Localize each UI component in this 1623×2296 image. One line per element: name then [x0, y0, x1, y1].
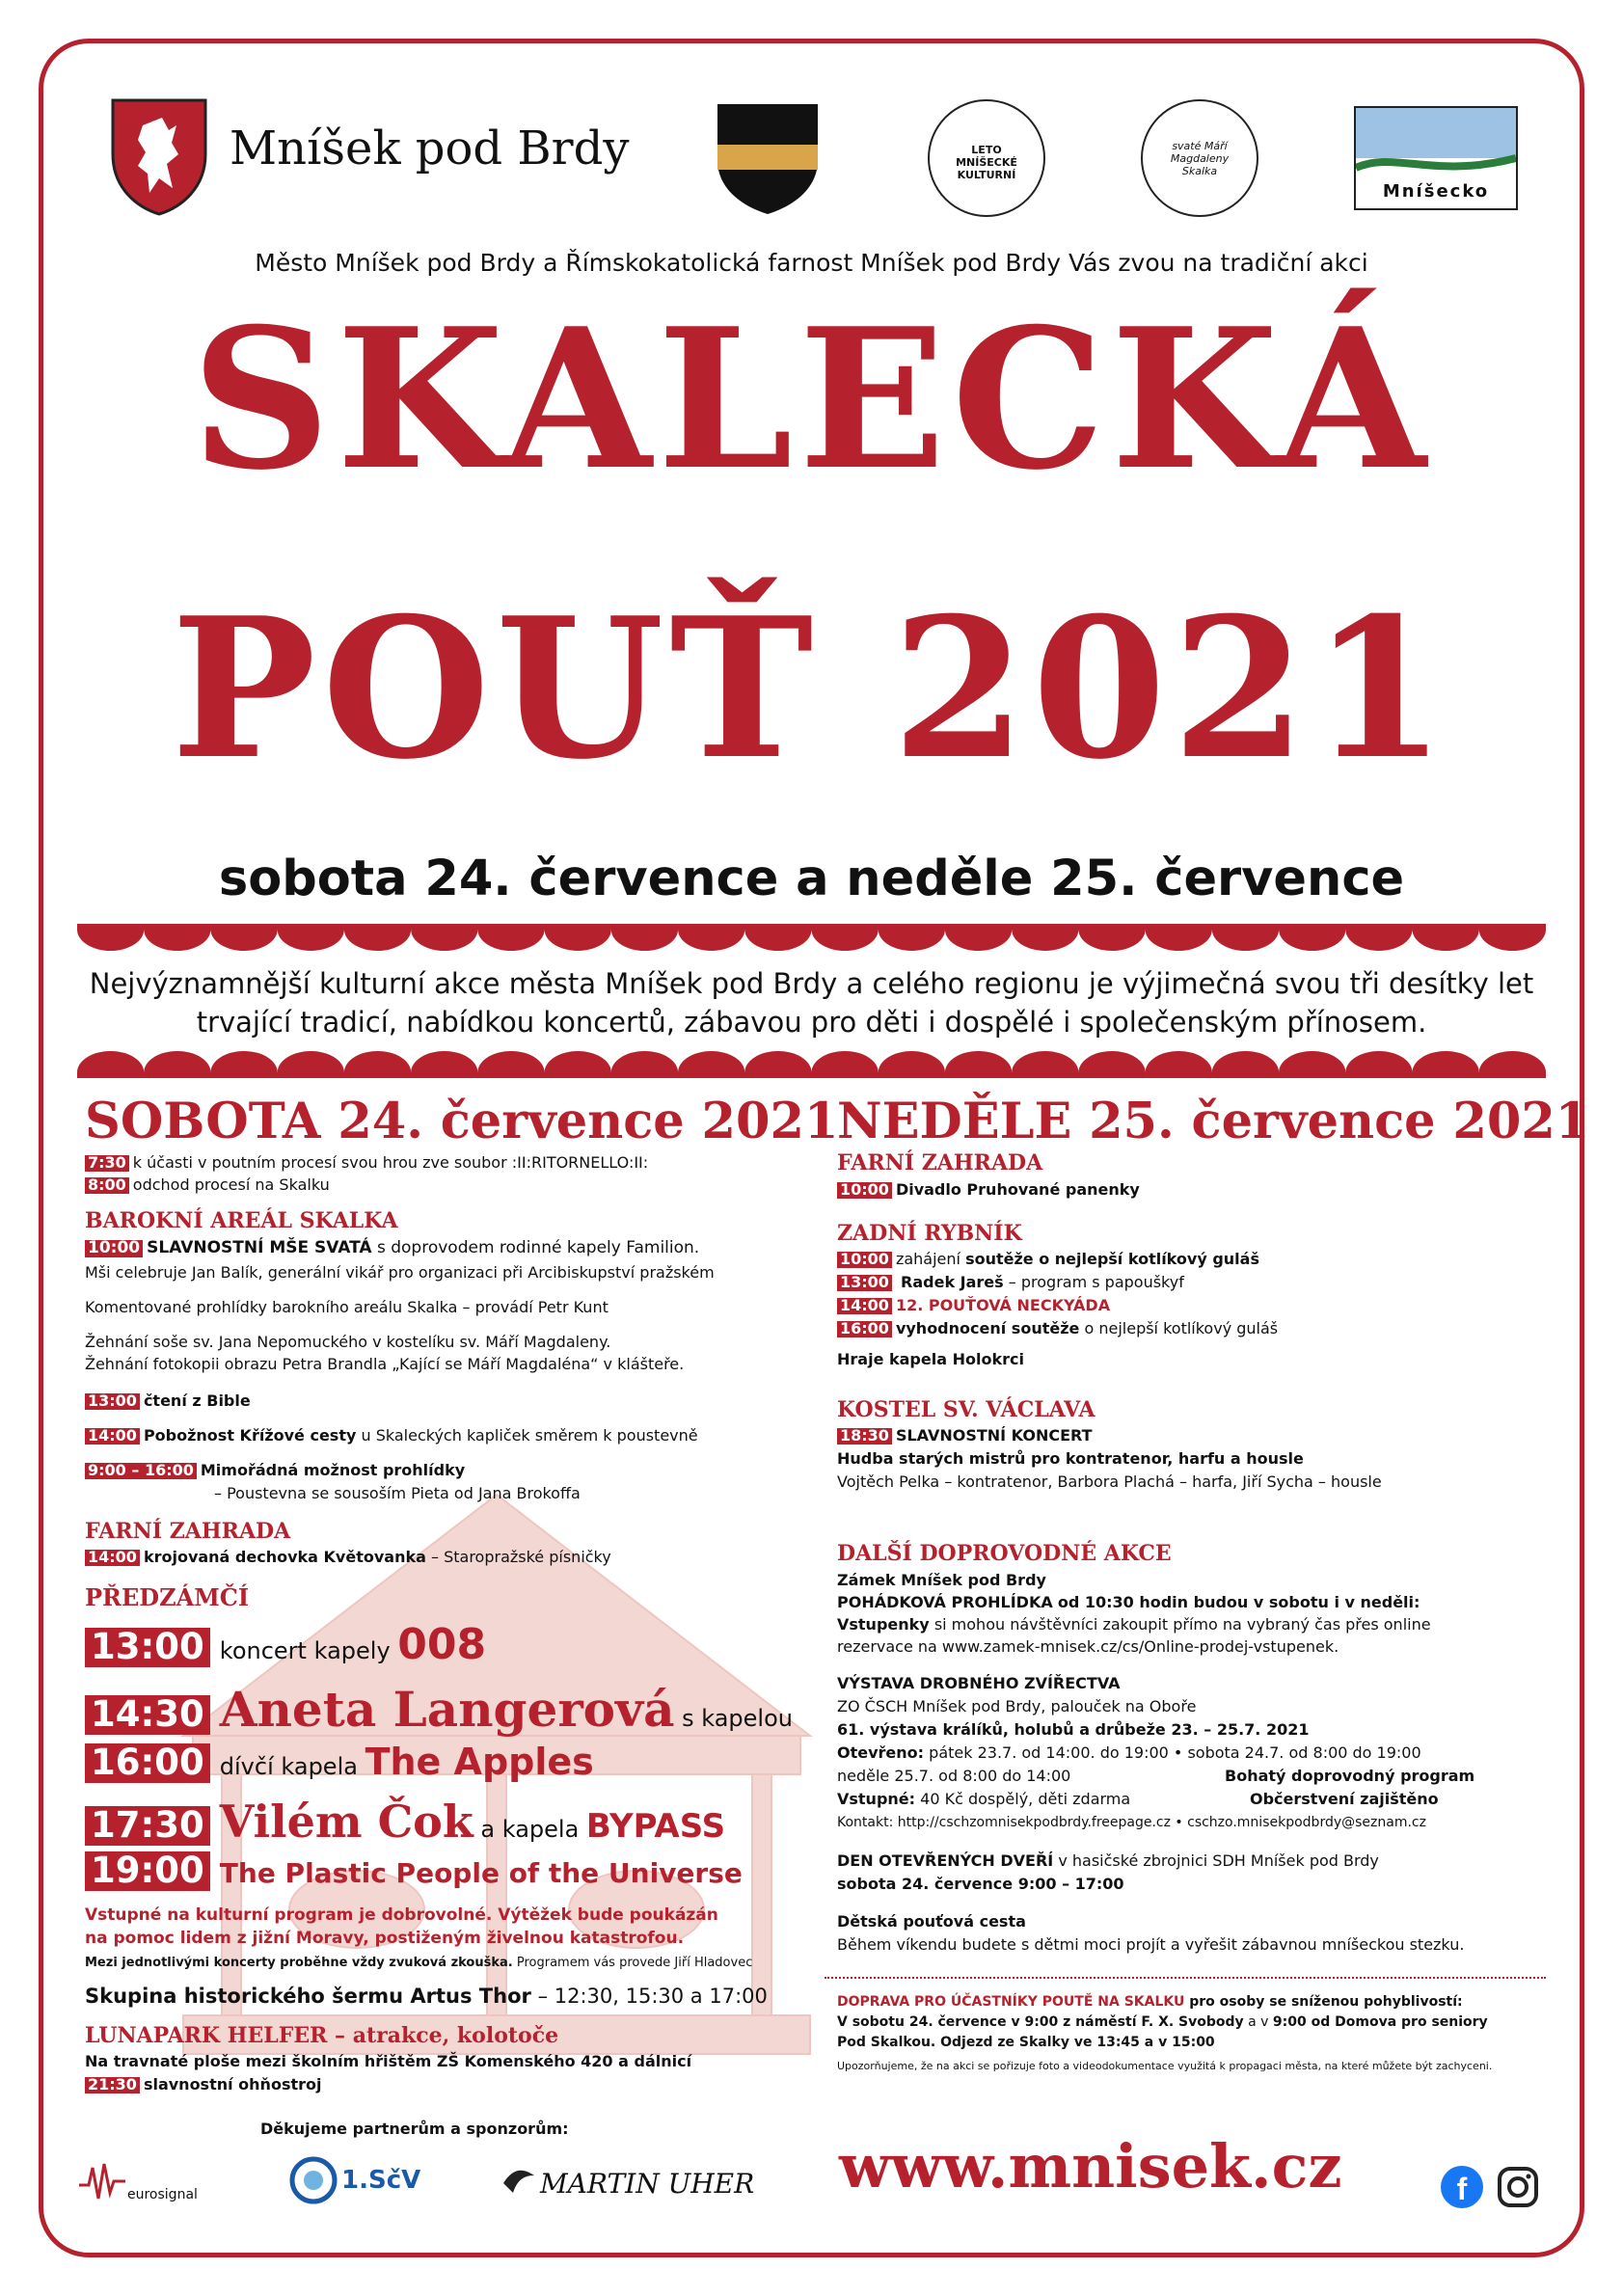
event-dates: sobota 24. července a neděle 25. července: [218, 851, 1405, 907]
scallop-arc: [545, 1051, 611, 1072]
scallop-arc: [144, 1051, 210, 1072]
expo-open-sunday: neděle 25.7. od 8:00 do 14:00: [837, 1767, 1071, 1785]
town-name: Mníšek pod Brdy: [230, 122, 630, 176]
black-gold-shield-icon: [716, 102, 820, 216]
scallop-arc: [210, 1051, 277, 1072]
concert-row-2: 14:30 Aneta Langerová s kapelou: [85, 1681, 793, 1738]
concert-row-1: 13:00 koncert kapely 008: [85, 1620, 486, 1669]
tickets-row: Vstupenky si mohou návštěvníci zakoupit přímo na vybraný čas přes online: [837, 1615, 1431, 1634]
scallop-arc: [77, 1051, 144, 1072]
tickets-url: rezervace na www.zamek-mnisek.cz/cs/Online-prodej-vstupenek.: [837, 1637, 1339, 1656]
lunapark-location: Na travnaté ploše mezi školním hřištěm ZŠ Komenského 420 a dálnicí: [85, 2052, 692, 2070]
farni-row-sun: 10:00 Divadlo Pruhované panenky: [837, 1180, 1140, 1199]
entry-note-1: Vstupné na kulturní program je dobrovolné. Výtěžek bude poukázán: [85, 1905, 718, 1925]
expo-food: Občerstvení zajištěno: [1250, 1790, 1439, 1808]
wave-icon: [1356, 150, 1516, 179]
scallop-arc: [945, 1051, 1012, 1072]
kids-path: Dětská pouťová cesta: [837, 1912, 1026, 1931]
scallop-arc: [879, 1051, 945, 1072]
open-doors: DEN OTEVŘENÝCH DVEŘÍ v hasičské zbrojnici SDH Mníšek pod Brdy: [837, 1851, 1379, 1870]
scallop-arc: [879, 930, 945, 951]
scallop-arc: [1345, 930, 1412, 951]
scallop-arc: [812, 930, 879, 951]
scallop-arc: [945, 930, 1012, 951]
saturday-heading: SOBOTA 24. července 2021: [85, 1093, 839, 1150]
kostel-heading: KOSTEL SV. VÁCLAVA: [837, 1397, 1096, 1422]
facebook-icon[interactable]: f: [1441, 2166, 1483, 2208]
kids-path-detail: Během víkendu budete s dětmi moci projít a vyřešit zábavnou mníšeckou stezku.: [837, 1935, 1465, 1954]
scallop-arc: [1345, 1051, 1412, 1072]
scallop-arc: [144, 930, 210, 951]
rybnik-row-4: 16:00 vyhodnocení soutěže o nejlepší kotlíkový guláš: [837, 1319, 1278, 1337]
mass-celebrant: Mši celebruje Jan Balík, generální vikář pro organizaci při Arcibiskupství pražském: [85, 1263, 715, 1282]
sponsor-scv: 1.SčV: [341, 2166, 421, 2195]
open-doors-date: sobota 24. července 9:00 – 17:00: [837, 1875, 1124, 1893]
rybnik-row-3: 14:00 12. POUŤOVÁ NECKYÁDA: [837, 1296, 1110, 1314]
scallop-arc: [1212, 1051, 1279, 1072]
scallop-arc: [1146, 930, 1212, 951]
scallop-arc: [744, 1051, 811, 1072]
expo-title: 61. výstava králíků, holubů a drůbeže 23. – 25.7. 2021: [837, 1720, 1310, 1739]
scallop-arc: [411, 1051, 477, 1072]
scallop-arc: [1012, 1051, 1078, 1072]
title-line1: SKALECKÁ: [191, 286, 1432, 513]
sponsor-eurosignal: eurosignal: [127, 2187, 198, 2202]
castle-name: Zámek Mníšek pod Brdy: [837, 1571, 1046, 1589]
transport-line1: V sobotu 24. července v 9:00 z náměstí F. X. Svobody a v 9:00 od Domova pro seniory: [837, 2014, 1488, 2030]
expo-contact: Kontakt: http://cschzomnisekpodbrdy.freepage.cz • cschzo.mnisekpodbrdy@seznam.cz: [837, 1815, 1426, 1830]
rybnik-row-2: 13:00 Radek Jareš – program s papouškyf: [837, 1273, 1184, 1291]
scallop-arc: [210, 930, 277, 951]
scallop-arc: [678, 1051, 744, 1072]
scallop-arc: [1479, 930, 1546, 951]
expo-open: Otevřeno: pátek 23.7. od 14:00. do 19:00 • sobota 24.7. od 8:00 do 19:00: [837, 1743, 1421, 1762]
scallop-divider-top: [77, 924, 1546, 953]
scallop-arc: [611, 1051, 678, 1072]
town-coat-of-arms-icon: [109, 96, 209, 216]
time-badge: 8:00: [85, 1177, 129, 1194]
title-line2: POUŤ 2021: [171, 576, 1452, 802]
farni-row-sat: 14:00 krojovaná dechovka Květovanka – Staropražské písničky: [85, 1548, 611, 1566]
scallop-arc: [477, 1051, 544, 1072]
procession-row-2: 8:00 odchod procesí na Skalku: [85, 1175, 330, 1194]
scallop-arc: [744, 930, 811, 951]
scallop-arc: [812, 1051, 879, 1072]
kostel-line3: Vojtěch Pelka – kontratenor, Barbora Plachá – harfa, Jiří Sycha – housle: [837, 1472, 1382, 1491]
lunapark-heading: LUNAPARK HELFER – atrakce, kolotoče: [85, 2023, 559, 2048]
scallop-arc: [344, 1051, 411, 1072]
instagram-icon[interactable]: [1497, 2166, 1539, 2208]
scallop-arc: [477, 930, 544, 951]
fireworks-row: 21:30 slavnostní ohňostroj: [85, 2075, 321, 2093]
scv-logo-icon: [289, 2156, 338, 2204]
kostel-line2: Hudba starých mistrů pro kontratenor, harfu a housle: [837, 1449, 1304, 1468]
farni-heading-sat: FARNÍ ZAHRADA: [85, 1519, 291, 1544]
expo-entry: Vstupné: 40 Kč dospělý, děti zdarma: [837, 1790, 1131, 1808]
transport-divider: [825, 1977, 1546, 1980]
sound-note: Mezi jednotlivými koncerty proběhne vždy zvuková zkouška. Programem vás provede Jiří Hladovec: [85, 1956, 753, 1970]
rybnik-heading: ZADNÍ RYBNÍK: [837, 1221, 1022, 1246]
barokni-heading: BAROKNÍ AREÁL SKALKA: [85, 1208, 398, 1233]
expo-program: Bohatý doprovodný program: [1225, 1767, 1475, 1785]
scallop-arc: [411, 930, 477, 951]
intro-line1: Nejvýznamnější kulturní akce města Mníšek pod Brdy a celého regionu je výjimečná svou tři desítky let: [89, 967, 1534, 1000]
tours-text: Komentované prohlídky barokního areálu Skalka – provádí Petr Kunt: [85, 1298, 609, 1316]
blessing-line1: Žehnání soše sv. Jana Nepomuckého v kostelíku sv. Máří Magdaleny.: [85, 1333, 611, 1351]
scallop-divider-bottom: [77, 1049, 1546, 1078]
scallop-arc: [1212, 930, 1279, 951]
visit-detail: – Poustevna se sousoším Pieta od Jana Brokoffa: [214, 1484, 581, 1502]
rybnik-row-1: 10:00 zahájení soutěže o nejlepší kotlíkový guláš: [837, 1250, 1259, 1268]
transport-line2: Pod Skalkou. Odjezd ze Skalky ve 13:45 a v 15:00: [837, 2035, 1215, 2050]
rybnik-band: Hraje kapela Holokrci: [837, 1350, 1024, 1368]
scallop-arc: [1012, 930, 1078, 951]
fencing-row: Skupina historického šermu Artus Thor – 12:30, 15:30 a 17:00: [85, 1985, 768, 2008]
scallop-arc: [678, 930, 744, 951]
procession-row-1: 7:30 k účasti v poutním procesí svou hrou zve soubor :II:RITORNELLO:II:: [85, 1153, 648, 1172]
invitation-text: Město Mníšek pod Brdy a Římskokatolická farnost Mníšek pod Brdy Vás zvou na tradiční akci: [255, 249, 1368, 277]
scallop-arc: [1078, 930, 1145, 951]
website-url[interactable]: www.mnisek.cz: [839, 2131, 1342, 2201]
scallop-arc: [77, 930, 144, 951]
skalka-seal-logo: svaté Máří Magdaleny Skalka: [1141, 99, 1258, 217]
expo-heading: VÝSTAVA DROBNÉHO ZVÍŘECTVA: [837, 1674, 1121, 1692]
expo-location: ZO ČSCH Mníšek pod Brdy, palouček na Oboře: [837, 1697, 1197, 1715]
kostel-row: 18:30 SLAVNOSTNÍ KONCERT: [837, 1426, 1093, 1445]
predzamci-heading: PŘEDZÁMČÍ: [85, 1583, 250, 1611]
photo-note: Upozorňujeme, že na akci se pořizuje foto a videodokumentace využitá k propagaci města, na které můžete být zachyceni.: [837, 2060, 1493, 2072]
bible-row: 13:00 čtení z Bible: [85, 1391, 251, 1410]
concert-row-3: 16:00 dívčí kapela The Apples: [85, 1741, 594, 1783]
sunday-heading: NEDĚLE 25. července 2021: [837, 1093, 1590, 1150]
dalsi-heading: DALŠÍ DOPROVODNÉ AKCE: [837, 1541, 1172, 1566]
mass-row: 10:00 SLAVNOSTNÍ MŠE SVATÁ s doprovodem rodinné kapely Familion.: [85, 1238, 699, 1257]
scallop-arc: [278, 930, 344, 951]
transport-heading: DOPRAVA PRO ÚČASTNÍKY POUTĚ NA SKALKU pro osoby se sníženou pohyblivostí:: [837, 1994, 1463, 2010]
scallop-arc: [1078, 1051, 1145, 1072]
scallop-arc: [1413, 1051, 1479, 1072]
cross-row: 14:00 Pobožnost Křížové cesty u Skaleckých kapliček směrem k poustevně: [85, 1426, 698, 1445]
mnisecko-logo: Mníšecko: [1354, 106, 1518, 210]
eurosignal-wave-icon: [79, 2160, 125, 2202]
time-badge: 7:30: [85, 1155, 129, 1172]
scallop-arc: [1146, 1051, 1212, 1072]
visit-row: 9:00 – 16:00 Mimořádná možnost prohlídky: [85, 1461, 465, 1479]
uher-bird-icon: [501, 2164, 536, 2197]
scallop-arc: [344, 930, 411, 951]
tale-tour: POHÁDKOVÁ PROHLÍDKA od 10:30 hodin budou v sobotu i v neděli:: [837, 1593, 1420, 1611]
scallop-arc: [1279, 1051, 1345, 1072]
concert-row-4: 17:30 Vilém Čok a kapela BYPASS: [85, 1796, 725, 1848]
scallop-arc: [1279, 930, 1345, 951]
entry-note-2: na pomoc lidem z jižní Moravy, postiženým živelnou katastrofou.: [85, 1929, 685, 1948]
kulturni-leto-logo: LETO MNÍŠECKÉ KULTURNÍ: [928, 99, 1045, 217]
farni-heading-sun: FARNÍ ZAHRADA: [837, 1150, 1043, 1175]
sponsors-thanks: Děkujeme partnerům a sponzorům:: [260, 2120, 569, 2138]
scallop-arc: [1413, 930, 1479, 951]
scallop-arc: [545, 930, 611, 951]
scallop-arc: [611, 930, 678, 951]
concert-row-5: 19:00 The Plastic People of the Universe: [85, 1851, 743, 1891]
scallop-arc: [1479, 1051, 1546, 1072]
sponsor-martin-uher: MARTIN UHER: [540, 2168, 755, 2200]
scallop-arc: [278, 1051, 344, 1072]
blessing-line2: Žehnání fotokopii obrazu Petra Brandla „Kající se Máří Magdaléna“ v klášteře.: [85, 1355, 685, 1373]
intro-line2: trvající tradicí, nabídkou koncertů, zábavou pro děti i dospělé i společenským přínosem.: [196, 1006, 1427, 1039]
